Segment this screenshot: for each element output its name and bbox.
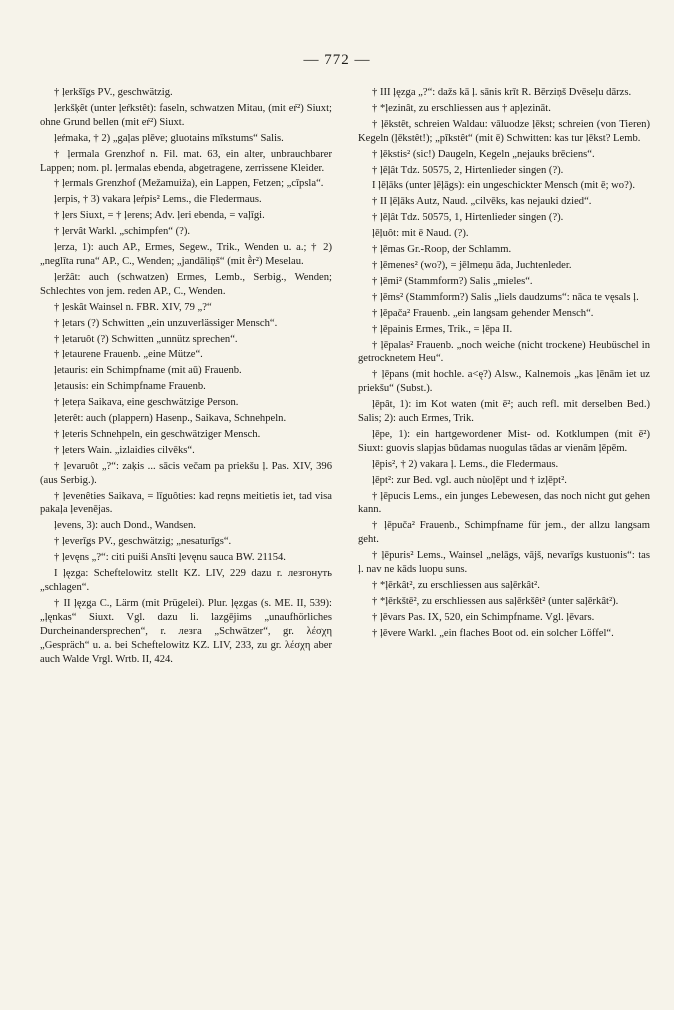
dictionary-entry: I ļęzga: Scheftelowitz stellt KZ. LIV, 229 dazu r. лезгонуть „schlagen“.: [40, 568, 332, 593]
dictionary-entry: ļerkšķêt (unter ļeŕkstêt): faseln, schwatzen Mitau, (mit eŕ²) Siuxt; ohne Grund bellen (mit eŕ²) Siuxt.: [40, 102, 332, 128]
dictionary-entry: ļeŕmaka, † 2) „gaļas plēve; gluotains mīkstums“ Salis.: [54, 132, 284, 144]
dictionary-entry: † ļers Siuxt, = † ļerens; Adv. ļeri ebenda, = vaļīgi.: [54, 210, 265, 222]
dictionary-entry: † ļetaurene Frauenb. „eine Mütze“.: [54, 349, 203, 361]
dictionary-entry: † ļermala Grenzhof n. Fil. mat. 63, ein alter, unbrauchbarer Lappen; nom. pl. ļermalas ebenda, abgetragene, zerrissene Kleider.: [40, 148, 332, 174]
dictionary-entry: † *ļezinât, zu erschliessen aus † apļezināt.: [372, 102, 551, 114]
dictionary-entry: † ļēms² (Stammform?) Salis „liels daudzums“: nāca te vęsals ļ.: [372, 291, 639, 303]
dictionary-entry: † ļēvere Warkl. „ein flaches Boot od. ein solcher Löffel“.: [372, 627, 614, 639]
dictionary-entry: ļevens, 3): auch Dond., Wandsen.: [54, 520, 196, 532]
dictionary-entry: ļetausis: ein Schimpfname Frauenb.: [54, 381, 206, 393]
dictionary-entry: † ļeskât Wainsel n. FBR. XIV, 79 „?“: [54, 301, 212, 313]
dictionary-entry: † ļeverīgs PV., geschwätzig; „nesaturīgs“.: [54, 536, 232, 548]
dictionary-entry: † ļervât Warkl. „schimpfen“ (?).: [54, 226, 191, 238]
dictionary-entry: ļeržât: auch (schwatzen) Ermes, Lemb., Serbig., Wenden; Schlechtes von jem. reden AP., C., Wenden.: [40, 271, 332, 297]
dictionary-entry: † ļēpača² Frauenb. „ein langsam gehender Mensch“.: [372, 307, 594, 319]
dictionary-entry: † ļerkšīgs PV., geschwätzig.: [54, 87, 173, 98]
dictionary-entry: ļerpis, † 3) vakara ļeŕpis² Lems., die Fledermaus.: [54, 194, 262, 206]
dictionary-entry: ļēpt²: zur Bed. vgl. auch nùoļēpt und † izļēpt².: [372, 474, 567, 486]
left-column: [40, 86, 332, 668]
dictionary-entry: ļeterêt: auch (plappern) Hasenp., Saikava, Schnehpeln.: [54, 413, 287, 425]
dictionary-entry: † ļēļât Tdz. 50575, 2, Hirtenlieder singen (?).: [372, 164, 564, 176]
dictionary-entry: † ļēļât Tdz. 50575, 1, Hirtenlieder singen (?).: [372, 212, 564, 224]
dictionary-entry: † *ļērkštē², zu erschliessen aus saļērkšêt² (unter saļērkât²).: [372, 595, 619, 607]
dictionary-entry: ļetauris: ein Schimpfname (mit aū) Frauenb.: [54, 365, 242, 377]
dictionary-entry: † ļēkstis² (sic!) Daugeln, Kegeln „nejauks brēciens“.: [372, 148, 595, 160]
dictionary-entry: † ļēvars Pas. IX, 520, ein Schimpfname. Vgl. ļēvars.: [372, 611, 595, 623]
dictionary-entry: ļēļuôt: mit ē Naud. (?).: [372, 228, 469, 240]
dictionary-entry: † ļēmenes² (wo?), = jēlmeņu āda, Juchtenleder.: [372, 259, 572, 271]
dictionary-entry: † ļēpalas² Frauenb. „noch weiche (nicht trockene) Heubüschel in getrocknetem Heu“.: [358, 339, 650, 365]
dictionary-entry: † *ļērkât², zu erschliessen aus saļērkât².: [372, 580, 540, 591]
dictionary-entry: ļēpis², † 2) vakara ļ. Lems., die Fledermaus.: [372, 458, 559, 470]
dictionary-entry: † ļeteris Schnehpeln, ein geschwätziger Mensch.: [54, 428, 261, 440]
dictionary-entry: † ļeteŗa Saikava, eine geschwätzige Person.: [54, 397, 239, 409]
dictionary-entry: † ļēpuris² Lems., Wainsel „nelāgs, vājš, nevarīgs kustuonis“: tas ļ. nav ne kāds luopu suns.: [358, 550, 650, 576]
dictionary-entry: † ļēpans (mit hochle. a<ę?) Alsw., Kalnemois „kas ļēnām iet uz priekšu“ (Subst.).: [358, 369, 650, 395]
dictionary-entry: † II ļęzga C., Lärm (mit Prügelei). Plur. ļęzgas (s. ME. II, 539): „ļęnkas“ Siuxt. Vgl. dazu li. lazgējims „unaufhörliches Durcheinandersprechen“, r. лезга „Schwätzer“, gr. λέσχη „Gespräch“ u. a. bei Scheftelowitz KZ. LIV, 233, zu gr. λέσχη aber auch Walde Vrgl. Wrtb. II, 424.: [40, 597, 332, 665]
page-number: — 772 —: [303, 52, 371, 68]
dictionary-entry: † ļetaruôt (?) Schwitten „unnütz sprechen“.: [54, 333, 238, 345]
dictionary-entry: ļēpât, 1): im Kot waten (mit ē²; auch refl. mit derselben Bed.) Salis; 2): auch Ermes, Trik.: [358, 399, 650, 425]
dictionary-entry: † II ļēļāks Autz, Naud. „cilvēks, kas nejauki dzied“.: [372, 196, 592, 208]
dictionary-entry: † ļeters Wain. „izlaidies cilvēks“.: [54, 444, 195, 456]
dictionary-entry: † ļēmi² (Stammform?) Salis „mieles“.: [372, 275, 533, 287]
dictionary-entry: ļēpe, 1): ein hartgewordener Mist- od. Kotklumpen (mit ē²) Siuxt: guovis slapjas būdamas nuogulas tādas ar vienām ļēpēm.: [358, 428, 650, 454]
dictionary-entry: ļerza, 1): auch AP., Ermes, Segew., Trik., Wenden u. a.; † 2) „neglīta runa“ AP., C., Wenden; „jandāliņš“ (mit ḕr²) Meselau.: [40, 242, 332, 267]
dictionary-entry: † ļēkstêt, schreien Waldau: vāluodze ļēkst; schreien (von Tieren) Kegeln (ļēkstêt!); „pīkstêt“ (mit ē) Schwitten: kas tur ļēkst? Lemb.: [358, 118, 650, 144]
right-column: [358, 86, 650, 643]
dictionary-entry: † ļevenêties Saikava, = līguôties: kad reņns meitietis iet, tad visa pakaļa ļevenējas.: [40, 490, 332, 516]
dictionary-entry: † ļermals Grenzhof (Mežamuiža), ein Lappen, Fetzen; „cīpsla“.: [54, 178, 324, 190]
dictionary-entry: † ļēpuča² Frauenb., Schimpfname für jem., der allzu langsam geht.: [358, 520, 650, 546]
dictionary-entry: † ļēpainis Ermes, Trik., = ļēpa II.: [372, 323, 513, 335]
dictionary-entry: † ļevęns „?“: citi puiši Ansīti ļevęnu sauca BW. 21154.: [54, 552, 286, 564]
dictionary-entry: I ļēļāks (unter ļēļāgs): ein ungeschickter Mensch (mit ē; wo?).: [372, 180, 635, 192]
dictionary-entry: † ļevaruôt „?“: zaķis ... sācis večam pa priekšu ļ. Pas. XIV, 396 (aus Serbig.).: [40, 460, 332, 486]
dictionary-entry: † III ļęzga „?“: dažs kā ļ. sānis krīt R. Bērziņš Dvēseļu dārzs.: [372, 87, 632, 98]
dictionary-entry: † ļetars (?) Schwitten „ein unzuverlässiger Mensch“.: [54, 317, 278, 329]
dictionary-entry: † ļēmas Gr.-Roop, der Schlamm.: [372, 244, 512, 256]
dictionary-entry: † ļēpucis Lems., ein junges Lebewesen, das noch nicht gut gehen kann.: [358, 490, 650, 516]
